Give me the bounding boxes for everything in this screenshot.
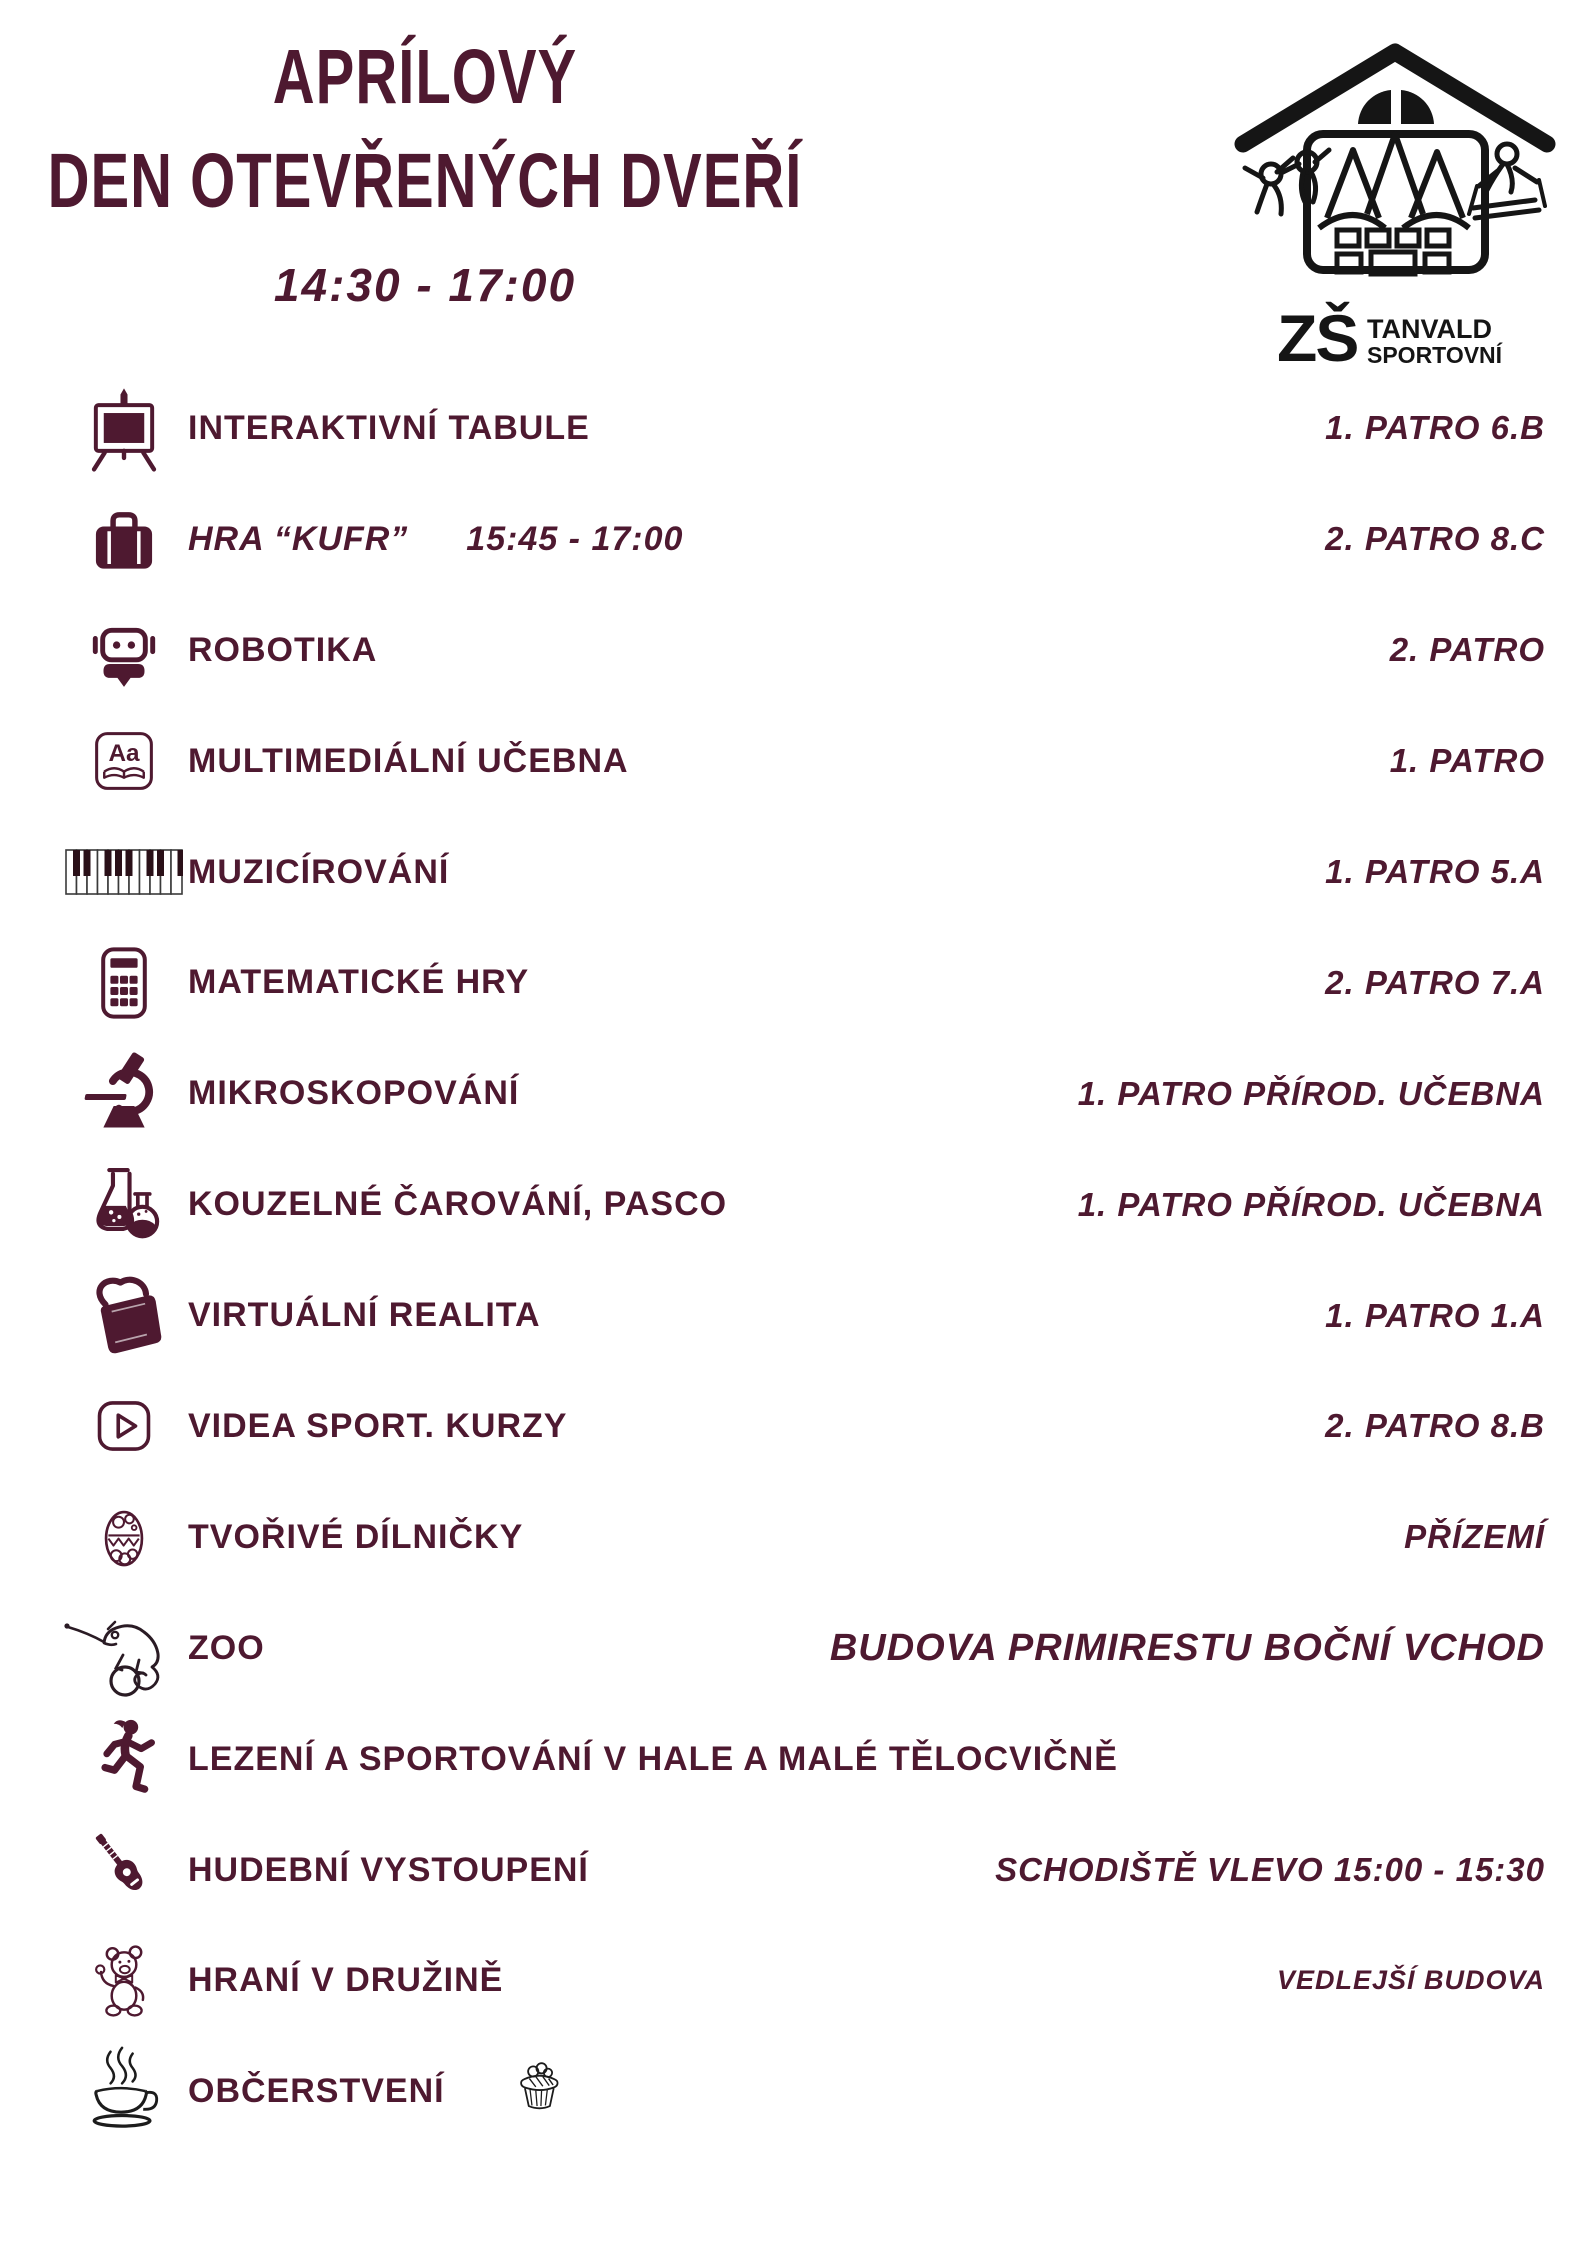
easel-icon xyxy=(60,384,188,472)
list-item xyxy=(60,1038,1545,1149)
activity-label: MATEMATICKÉ HRY xyxy=(188,963,530,1002)
list-item xyxy=(60,1260,1545,1371)
event-time: 14:30 - 17:00 xyxy=(273,259,577,311)
list-item xyxy=(60,373,1545,484)
activity-label: ZOO xyxy=(188,1628,265,1667)
coffee-cup-icon xyxy=(60,2044,188,2140)
activity-location: 2. PATRO 8.C xyxy=(1325,520,1545,558)
activity-location: 1. PATRO 6.B xyxy=(1325,409,1545,447)
activity-label: INTERAKTIVNÍ TABULE xyxy=(188,408,590,447)
calculator-icon xyxy=(60,943,188,1023)
activity-label: HUDEBNÍ VYSTOUPENÍ xyxy=(188,1850,589,1889)
list-item xyxy=(60,1704,1545,1815)
list-item xyxy=(60,1371,1545,1482)
runner-icon xyxy=(60,1716,188,1802)
list-item xyxy=(60,817,1545,928)
vr-headset-icon xyxy=(60,1272,188,1360)
activity-location: BUDOVA PRIMIRESTU BOČNÍ VCHOD xyxy=(829,1626,1545,1669)
activity-label: HRA “KUFR” xyxy=(188,519,409,558)
activity-label: VIDEA SPORT. KURZY xyxy=(188,1406,568,1445)
flasks-icon xyxy=(60,1159,188,1251)
easter-egg-icon xyxy=(60,1498,188,1576)
activity-label: HRANÍ V DRUŽINĚ xyxy=(188,1961,504,2000)
activity-extra-time: 15:45 - 17:00 xyxy=(466,519,684,558)
page-title xyxy=(0,26,850,234)
svg-text:Aa: Aa xyxy=(108,740,140,768)
activity-location: SCHODIŠTĚ VLEVO 15:00 - 15:30 xyxy=(995,1851,1545,1889)
activity-label: KOUZELNÉ ČAROVÁNÍ, PASCO xyxy=(188,1185,728,1224)
activity-label: OBČERSTVENÍ xyxy=(188,2072,445,2111)
activity-label: MULTIMEDIÁLNÍ UČEBNA xyxy=(188,741,629,780)
microscope-icon xyxy=(60,1051,188,1137)
cupcake-icon xyxy=(507,2060,571,2124)
logo-name-line2: SPORTOVNÍ xyxy=(1367,342,1503,368)
list-item xyxy=(60,706,1545,817)
list-item xyxy=(60,595,1545,706)
activity-label: ROBOTIKA xyxy=(188,630,378,669)
play-button-icon xyxy=(60,1390,188,1462)
activity-location: 1. PATRO PŘÍROD. UČEBNA xyxy=(1077,1074,1545,1112)
list-item xyxy=(60,1149,1545,1260)
logo-name-line1: TANVALD xyxy=(1367,314,1492,344)
title-line-2: DEN OTEVŘENÝCH DVEŘÍ xyxy=(47,138,803,225)
list-item xyxy=(60,927,1545,1038)
activity-label: LEZENÍ A SPORTOVÁNÍ V HALE A MALÉ TĚLOCVIČNĚ xyxy=(188,1739,1118,1778)
chameleon-icon xyxy=(60,1598,188,1698)
title-line-1: APRÍLOVÝ xyxy=(272,34,578,121)
guitar-icon xyxy=(60,1827,188,1913)
list-item xyxy=(60,1593,1545,1704)
activity-location: 1. PATRO 5.A xyxy=(1325,853,1545,890)
piano-keys-icon xyxy=(60,846,188,898)
logo-abbr: ZŠ xyxy=(1277,301,1358,375)
activity-location: 2. PATRO xyxy=(1389,631,1545,669)
activity-location: 1. PATRO 1.A xyxy=(1325,1296,1545,1334)
list-item xyxy=(60,2036,1545,2147)
school-house-icon xyxy=(1215,22,1575,312)
activity-label: TVOŘIVÉ DÍLNIČKY xyxy=(188,1517,524,1556)
activity-label: MUZICÍROVÁNÍ xyxy=(188,852,450,891)
language-book-icon xyxy=(60,723,188,799)
activity-label: MIKROSKOPOVÁNÍ xyxy=(188,1074,520,1113)
robot-icon xyxy=(60,609,188,691)
list-item xyxy=(60,484,1545,595)
activity-location: 1. PATRO xyxy=(1389,742,1545,780)
teddy-bear-icon xyxy=(60,1940,188,2022)
school-logo xyxy=(1215,22,1575,382)
list-item xyxy=(60,1925,1545,2036)
suitcase-icon xyxy=(60,500,188,578)
list-item xyxy=(60,1482,1545,1593)
activity-list xyxy=(60,373,1545,2147)
activity-location: 2. PATRO 7.A xyxy=(1325,963,1545,1001)
activity-location: 1. PATRO PŘÍROD. UČEBNA xyxy=(1077,1185,1545,1223)
activity-location: PŘÍZEMÍ xyxy=(1404,1518,1545,1556)
activity-location: VEDLEJŠÍ BUDOVA xyxy=(1276,1965,1545,1996)
list-item xyxy=(60,1815,1545,1926)
activity-location: 2. PATRO 8.B xyxy=(1325,1407,1545,1445)
activity-label: VIRTUÁLNÍ REALITA xyxy=(188,1296,541,1335)
